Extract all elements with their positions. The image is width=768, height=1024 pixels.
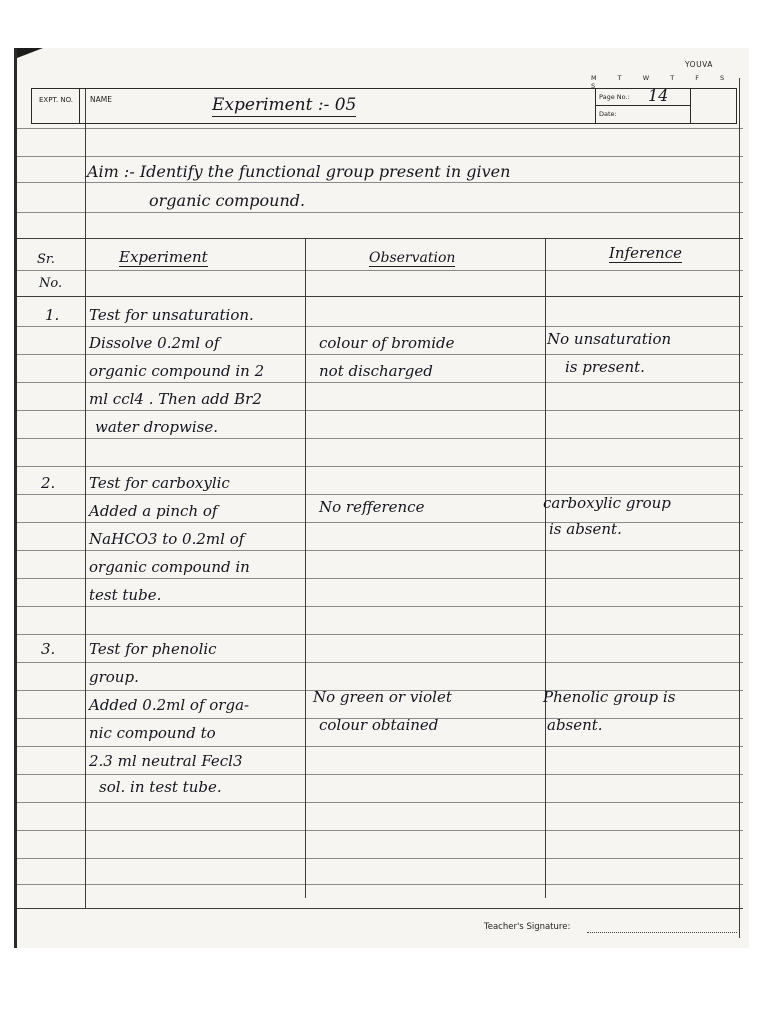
page-no-label: Page No.:: [599, 93, 630, 101]
ruled-line: [17, 746, 743, 747]
row-1-experiment-line: Dissolve 0.2ml of: [89, 334, 220, 352]
row-1-inference-line: No unsaturation: [547, 330, 672, 348]
ruled-line: [17, 662, 743, 663]
page-date-divider: [596, 105, 690, 106]
ruled-line: [17, 578, 743, 579]
row-2-experiment-line: Added a pinch of: [89, 502, 218, 520]
teacher-signature-line: [587, 932, 737, 933]
row-1-experiment-line: ml ccl4 . Then add Br2: [89, 390, 262, 408]
inference-header: Inference: [609, 244, 683, 262]
row-3-experiment-line: nic compound to: [89, 724, 216, 742]
row-1-experiment-line: organic compound in 2: [89, 362, 265, 380]
row-2-experiment-line: test tube.: [89, 586, 162, 604]
row-2-observation-line: No refference: [319, 498, 425, 516]
ruled-line: [17, 466, 743, 467]
ruled-line: [17, 774, 743, 775]
ruled-line: [17, 270, 743, 271]
margin-line: [85, 88, 86, 908]
weekday-row: M T W T F S S: [591, 74, 734, 90]
experiment-header: Experiment: [119, 248, 208, 266]
page-right-edge: [739, 78, 740, 938]
row-1-observation-line: colour of bromide: [319, 334, 455, 352]
row-2-experiment-line: NaHCO3 to 0.2ml of: [89, 530, 245, 548]
row-1-observation-line: not discharged: [319, 362, 433, 380]
date-label: Date:: [599, 110, 617, 118]
page-date-box: [595, 86, 691, 123]
column-divider-observation: [305, 238, 306, 898]
ruled-line: [17, 382, 743, 383]
row-3-observation-line: colour obtained: [319, 716, 439, 734]
ruled-line: [17, 884, 743, 885]
sr-header-line-1: Sr.: [37, 252, 55, 267]
row-3-experiment-line: Test for phenolic: [89, 640, 217, 658]
row-3-experiment-line: sol. in test tube.: [99, 778, 222, 796]
ruled-line: [17, 212, 743, 213]
teacher-signature-label: Teacher's Signature:: [484, 922, 571, 932]
row-3-experiment-line: group.: [89, 668, 139, 686]
row-2-sr: 2.: [41, 474, 56, 492]
row-3-experiment-line: Added 0.2ml of orga-: [89, 696, 250, 714]
ruled-line: [17, 830, 743, 831]
table-top-line: [17, 238, 743, 239]
page-no-value: 14: [648, 86, 669, 105]
ruled-line: [17, 858, 743, 859]
aim-line-2: organic compound.: [149, 191, 306, 210]
ruled-line: [17, 606, 743, 607]
expt-no-label: EXPT. NO.: [32, 89, 80, 123]
sr-header-line-2: No.: [39, 276, 63, 291]
table-header-line: [17, 296, 743, 297]
row-1-experiment-line: Test for unsaturation.: [89, 306, 254, 324]
ruled-line: [17, 156, 743, 157]
ruled-line: [17, 522, 743, 523]
notebook-page: [14, 48, 749, 948]
brand-label: YOUVA: [685, 60, 713, 69]
aim-line-1: Aim :- Identify the functional group present in given: [87, 162, 511, 181]
ruled-line: [17, 182, 743, 183]
row-3-experiment-line: 2.3 ml neutral Fecl3: [89, 752, 243, 770]
name-label: NAME: [90, 95, 112, 104]
row-3-inference-line: Phenolic group is: [543, 688, 676, 706]
ruled-line: [17, 550, 743, 551]
corner-mark: [17, 48, 43, 58]
row-3-observation-line: No green or violet: [313, 688, 452, 706]
row-2-experiment-line: Test for carboxylic: [89, 474, 230, 492]
ruled-line: [17, 354, 743, 355]
ruled-line: [17, 326, 743, 327]
row-1-experiment-line: water dropwise.: [95, 418, 219, 436]
row-1-inference-line: is present.: [565, 358, 645, 376]
ruled-line: [17, 802, 743, 803]
row-2-inference-line: is absent.: [549, 520, 622, 538]
ruled-line: [17, 410, 743, 411]
row-3-sr: 3.: [41, 640, 56, 658]
ruled-line: [17, 128, 743, 129]
column-divider-inference: [545, 238, 546, 898]
ruled-line: [17, 634, 743, 635]
row-2-experiment-line: organic compound in: [89, 558, 250, 576]
row-2-inference-line: carboxylic group: [543, 494, 671, 512]
ruled-line: [17, 438, 743, 439]
page-bottom-line: [17, 908, 743, 909]
experiment-title: Experiment :- 05: [212, 95, 357, 115]
row-1-sr: 1.: [45, 306, 60, 324]
header-box: [31, 88, 737, 124]
row-3-inference-line: absent.: [547, 716, 603, 734]
observation-header: Observation: [369, 250, 456, 266]
